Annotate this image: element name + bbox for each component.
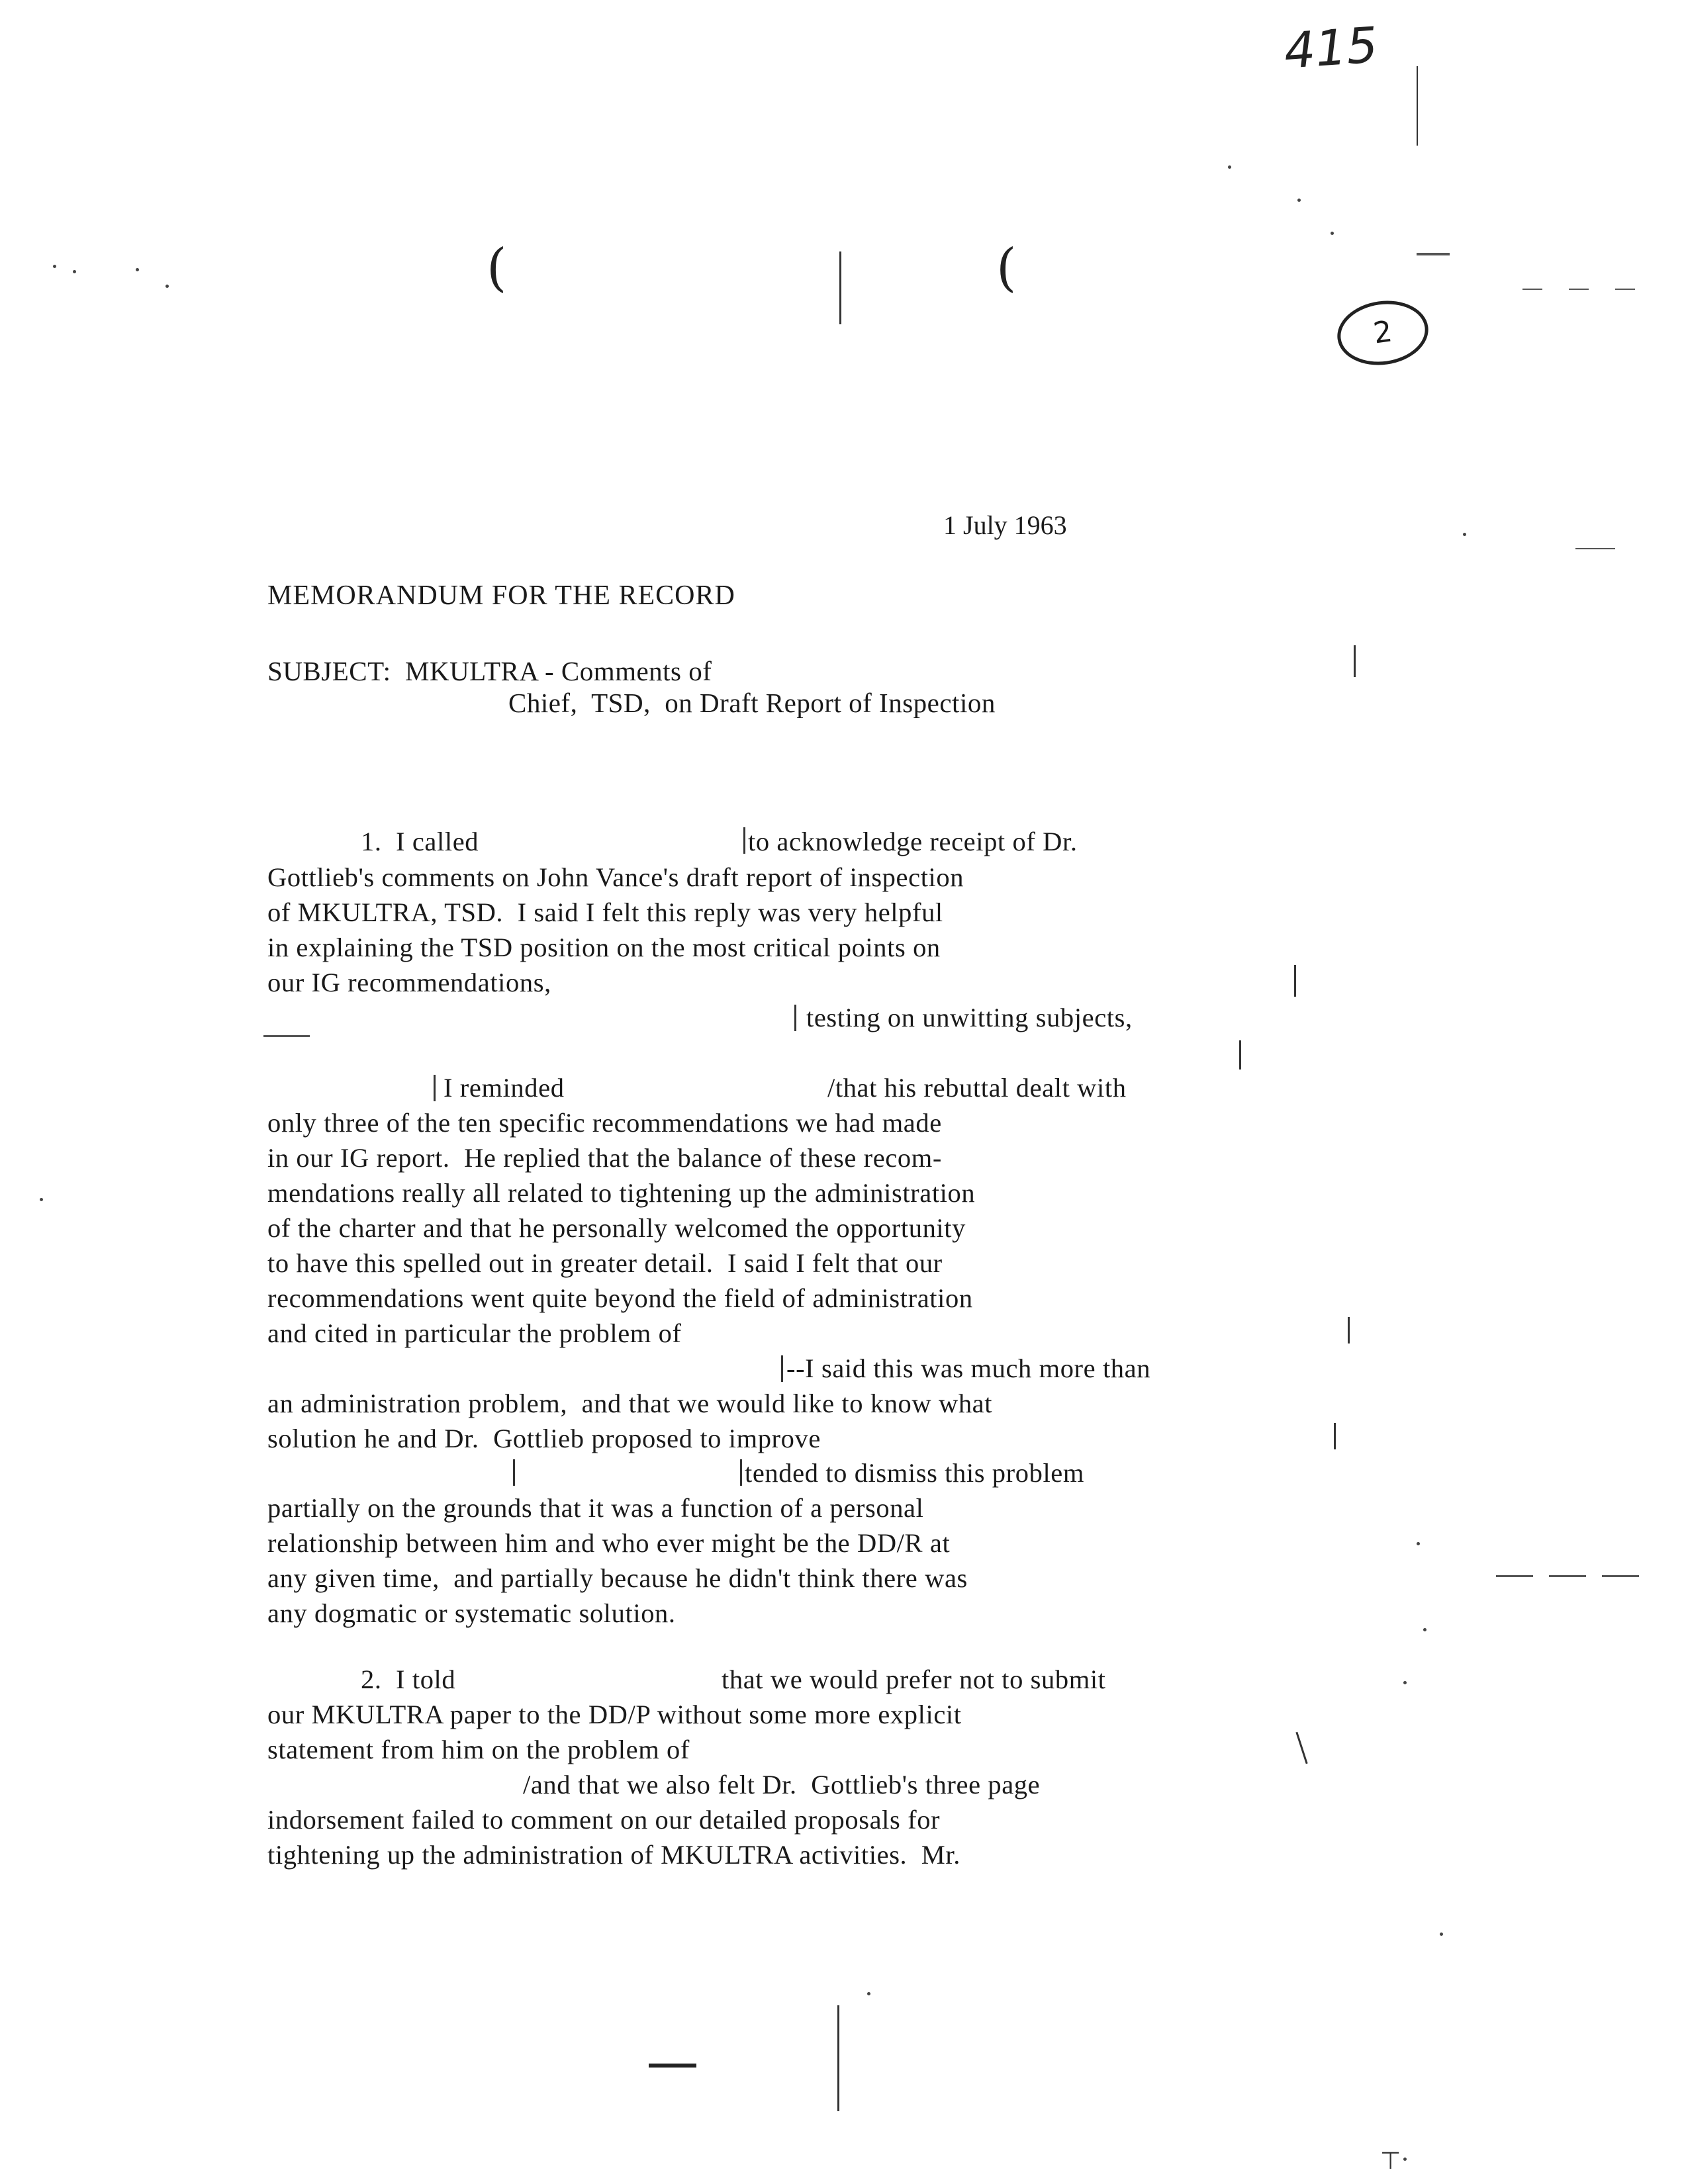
margin-dash (1569, 289, 1589, 290)
redaction-bracket (781, 1355, 783, 1382)
redaction-bracket (794, 1005, 796, 1031)
redaction-marker (1239, 1040, 1241, 1069)
scan-speck (53, 265, 56, 268)
scan-speck (40, 1198, 43, 1201)
paragraph-1-line: in our IG report. He replied that the balance of these recom- (267, 1143, 942, 1173)
scan-speck (136, 268, 139, 271)
paragraph-1-line: Gottlieb's comments on John Vance's draft report of inspection (267, 862, 964, 892)
scan-speck (73, 270, 76, 273)
paragraph-1-line: 1. I called (361, 827, 479, 856)
paragraph-1-line: in explaining the TSD position on the most critical points on (267, 933, 941, 962)
paragraph-1-line: /that his rebuttal dealt with (827, 1073, 1127, 1103)
paragraph-1-line: and cited in particular the problem of (267, 1318, 682, 1348)
paragraph-2-line: indorsement failed to comment on our detailed proposals for (267, 1805, 941, 1835)
scan-speck (1228, 165, 1231, 169)
margin-dash (1549, 1575, 1586, 1577)
paragraph-1-line: of MKULTRA, TSD. I said I felt this reply was very helpful (267, 897, 943, 927)
subject-line-1: SUBJECT: MKULTRA - Comments of (267, 656, 712, 686)
paragraph-1-line: tended to dismiss this problem (745, 1458, 1084, 1488)
margin-dash (1496, 1575, 1533, 1577)
scan-speck (1297, 199, 1301, 202)
paragraph-1-line: any dogmatic or systematic solution. (267, 1598, 676, 1628)
scan-speck (1463, 533, 1466, 536)
paragraph-1-line: recommendations went quite beyond the field of administration (267, 1283, 973, 1313)
scan-artifact-mark: ⊤ (1380, 2148, 1401, 2175)
scan-speck (1331, 232, 1334, 235)
circled-mark: 2 (1333, 295, 1432, 371)
margin-dash (1522, 289, 1542, 290)
scan-speck (1403, 1681, 1407, 1684)
paragraph-1-line: any given time, and partially because he didn't think there was (267, 1563, 968, 1593)
paragraph-1-line: solution he and Dr. Gottlieb proposed to improve (267, 1424, 821, 1453)
paragraph-1-line: of the charter and that he personally welcomed the opportunity (267, 1213, 966, 1243)
handwritten-page-number: 415 (1282, 17, 1380, 80)
scan-artifact-bar (837, 2005, 839, 2111)
memo-date: 1 July 1963 (943, 510, 1067, 540)
paragraph-2-line: tightening up the administration of MKULTRA activities. Mr. (267, 1840, 960, 1870)
scan-artifact-dash (1417, 253, 1450, 255)
subject-line-2: Chief, TSD, on Draft Report of Inspection (508, 688, 996, 718)
scan-artifact-bar (839, 251, 841, 324)
paragraph-1-line: testing on unwitting subjects, (806, 1003, 1133, 1032)
redaction-marker (1295, 1732, 1307, 1764)
paragraph-1-line: --I said this was much more than (786, 1353, 1151, 1383)
redaction-bracket (434, 1075, 436, 1101)
paragraph-1-line: only three of the ten specific recommendations we had made (267, 1108, 942, 1138)
paragraph-2-line: statement from him on the problem of (267, 1735, 690, 1764)
redaction-marker (1334, 1423, 1336, 1449)
scan-speck (867, 1992, 870, 1995)
scan-artifact-dash (649, 2064, 696, 2068)
paragraph-2-line: 2. I told (361, 1664, 456, 1694)
scan-speck (1440, 1933, 1443, 1936)
paragraph-1-line: an administration problem, and that we would like to know what (267, 1388, 993, 1418)
paragraph-1-line: our IG recommendations, (267, 968, 551, 997)
redaction-bracket (740, 1459, 742, 1486)
paragraph-1-line: relationship between him and who ever might be the DD/R at (267, 1528, 951, 1558)
paragraph-2-line: that we would prefer not to submit (722, 1664, 1106, 1694)
redaction-marker (1348, 1317, 1350, 1343)
memo-heading: MEMORANDUM FOR THE RECORD (267, 580, 735, 611)
paragraph-1-line: mendations really all related to tightening up the administration (267, 1178, 976, 1208)
paragraph-1-line: to have this spelled out in greater detail. I said I felt that our (267, 1248, 943, 1278)
margin-dash (1575, 548, 1615, 549)
redaction-marker (1354, 645, 1356, 677)
binding-paren-left: ( (487, 238, 507, 298)
paragraph-1-line: I reminded (444, 1073, 565, 1103)
binding-paren-right: ( (996, 238, 1017, 298)
redaction-dash (263, 1035, 310, 1037)
paragraph-2-line: /and that we also felt Dr. Gottlieb's three page (523, 1770, 1041, 1799)
paragraph-1-line: partially on the grounds that it was a function of a personal (267, 1493, 924, 1523)
redaction-bracket (513, 1459, 515, 1486)
scan-artifact-bar (1417, 66, 1418, 146)
redaction-marker (1294, 965, 1296, 997)
paragraph-1-line: to acknowledge receipt of Dr. (748, 827, 1078, 856)
scan-speck (1417, 1542, 1420, 1545)
redaction-bracket (743, 827, 745, 854)
paragraph-2-line: our MKULTRA paper to the DD/P without some more explicit (267, 1700, 962, 1729)
margin-dash (1602, 1575, 1639, 1577)
margin-dash (1615, 289, 1635, 290)
scan-speck (1403, 2158, 1407, 2161)
scan-speck (165, 285, 169, 288)
scan-speck (1423, 1628, 1427, 1631)
